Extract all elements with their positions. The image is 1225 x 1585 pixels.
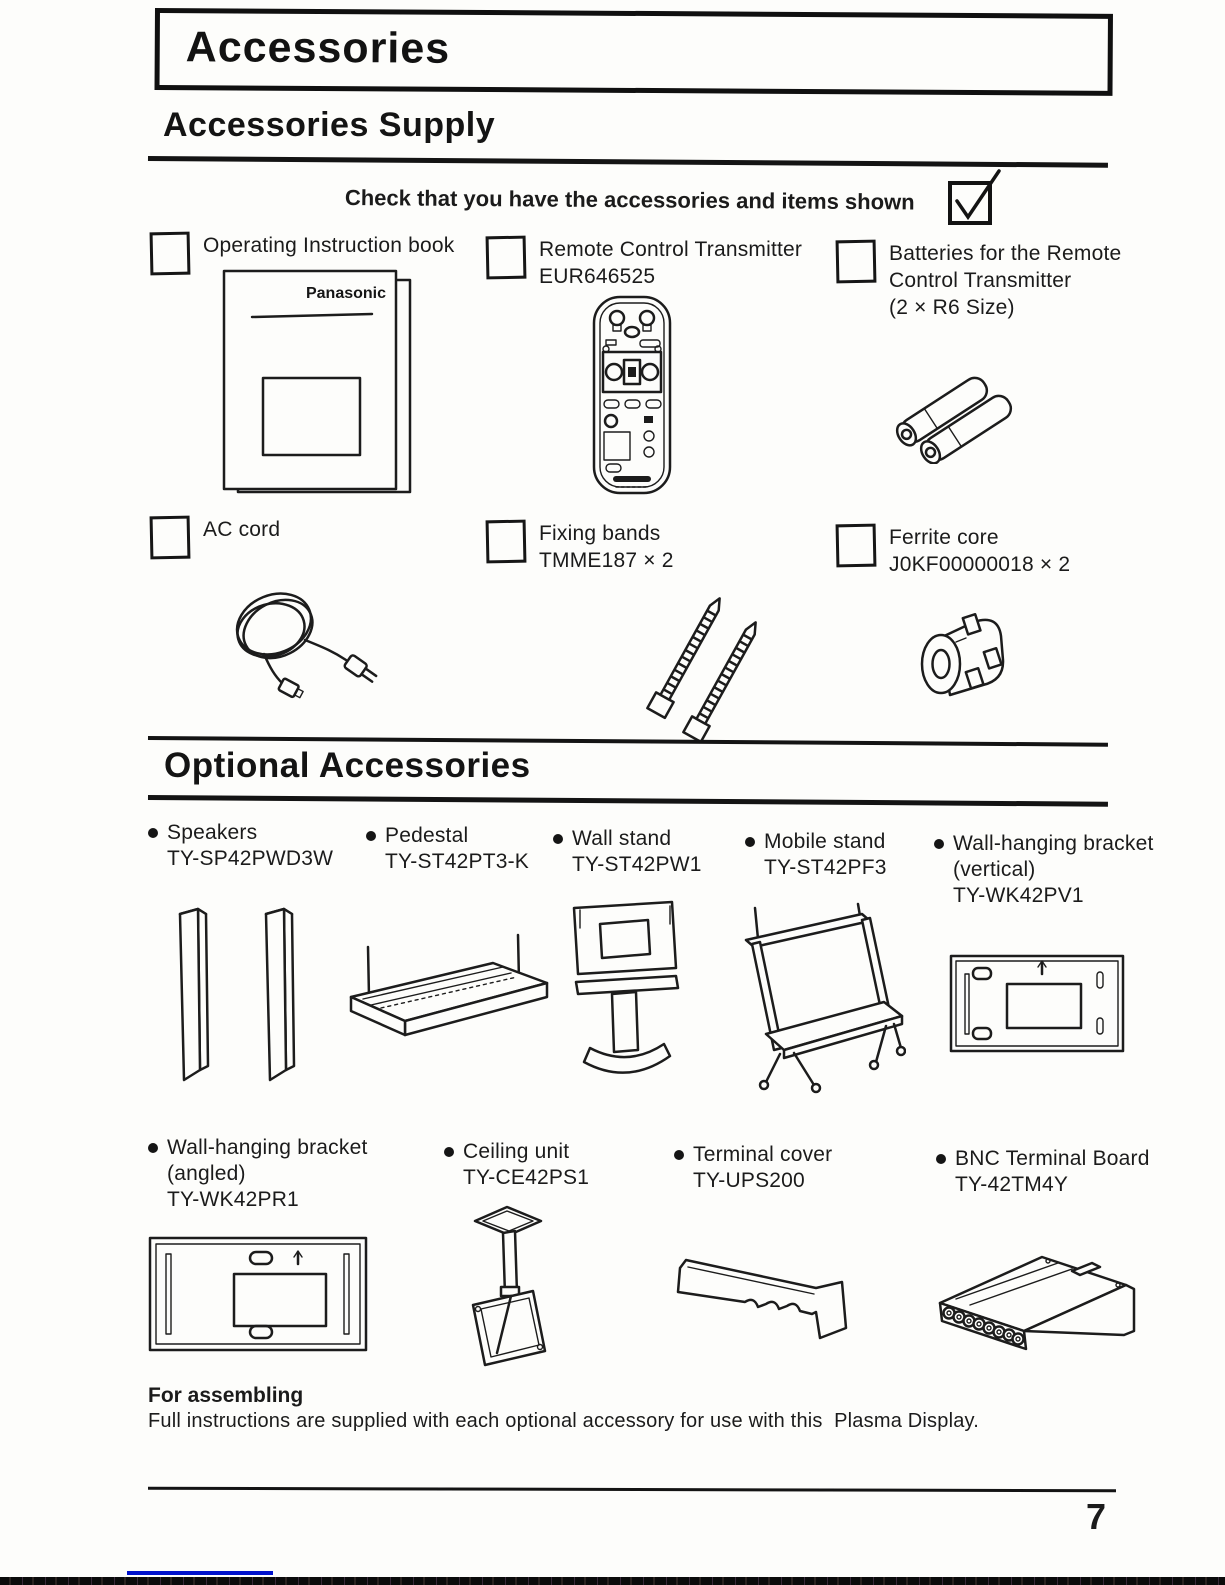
item-label: Wall-hanging bracket [167,1136,368,1159]
terminal-cover-image [668,1252,858,1352]
item-label: Terminal cover [693,1143,833,1166]
item-model: EUR646525 [539,265,656,288]
optional-item-pedestal [366,823,529,875]
optional-item-ceiling-unit [444,1139,589,1191]
item-label: Wall-hanging bracket [953,832,1154,855]
item-label: AC cord [203,518,281,541]
optional-heading-rule [148,795,1108,807]
mobile-stand-image [736,902,906,1094]
item-model: TY-WK42PV1 [953,884,1084,907]
ac-cord-image [222,578,397,706]
item-label: Wall stand [572,827,672,850]
bullet-icon [674,1150,684,1160]
item-label: Remote Control Transmitter [539,238,803,261]
optional-item-bnc-terminal-board [936,1146,1150,1198]
bullet-icon [444,1147,454,1157]
item-label: BNC Terminal Board [955,1147,1150,1170]
supply-item-batteries [836,240,1121,321]
item-label: Batteries for the Remote [889,242,1122,265]
book-brand-label: Panasonic [305,285,386,302]
ferrite-core-checkbox [836,524,877,568]
footer-rule [148,1487,1116,1493]
supply-item-ac-cord [150,516,280,559]
checked-checkbox-icon [943,165,1005,229]
bullet-icon [745,837,755,847]
item-label: Fixing bands [539,522,661,545]
item-model: TY-42TM4Y [955,1173,1069,1196]
ceiling-unit-image [445,1203,570,1371]
item-label: Ferrite core [889,526,999,549]
remote-control-image [588,294,678,496]
item-model: TY-UPS200 [693,1169,805,1192]
item-label: Speakers [167,821,258,844]
bullet-icon [934,839,944,849]
check-instruction: Check that you have the accessories and items shown [344,185,915,215]
optional-item-mobile-stand [745,829,887,881]
item-label: Ceiling unit [463,1140,570,1163]
bnc-terminal-board-image [922,1243,1137,1368]
ac-cord-checkbox [150,516,191,560]
ferrite-core-image [910,600,1012,708]
optional-item-speakers [148,820,333,872]
operating-instruction-book-image [210,266,455,498]
scan-artifact-blue-line [127,1571,273,1575]
bullet-icon [553,834,563,844]
bullet-icon [936,1154,946,1164]
wall-stand-image [560,898,695,1088]
page-number: 7 [1086,1496,1107,1537]
bullet-icon [148,828,158,838]
item-model: J0KF00000018 × 2 [889,553,1071,576]
supply-heading: Accessories Supply [163,106,496,144]
optional-heading: Optional Accessories [164,746,531,785]
item-label: Pedestal [385,824,469,847]
wall-bracket-vertical-image [945,948,1130,1060]
supply-item-fixing-bands [486,520,674,574]
operating-instruction-book-checkbox [150,232,191,276]
optional-item-terminal-cover [674,1142,832,1194]
item-variant: (angled) [167,1162,246,1185]
item-model: TY-CE42PS1 [463,1166,590,1189]
pedestal-image [335,905,560,1045]
supply-item-remote-control [486,236,802,290]
optional-item-wall-bracket-vertical [934,831,1154,909]
item-model: TY-WK42PR1 [167,1188,299,1211]
item-label: Operating Instruction book [203,234,455,257]
supply-item-ferrite-core [836,524,1070,578]
fixing-bands-checkbox [486,520,527,564]
page-title: Accessories [185,23,451,73]
item-model: TY-SP42PWD3W [167,847,334,870]
item-model: TMME187 × 2 [539,549,674,572]
item-label: Mobile stand [764,830,886,853]
bullet-icon [148,1143,158,1153]
item-model: TY-ST42PF3 [764,856,887,879]
item-variant: (vertical) [953,858,1036,881]
fixing-bands-image [640,578,768,746]
batteries-checkbox [836,240,877,284]
item-spec: (2 × R6 Size) [889,296,1015,319]
bullet-icon [366,831,376,841]
remote-control-checkbox [486,236,527,280]
assembling-note: Full instructions are supplied with each optional accessory for use with this Plasma Display. [148,1410,980,1432]
speakers-image [168,902,308,1087]
assembling-title: For assembling [148,1384,304,1407]
item-model: TY-ST42PT3-K [385,850,530,873]
item-model: TY-ST42PW1 [572,853,702,876]
scan-artifact-bottom-edge [0,1577,1225,1585]
optional-item-wall-stand [553,826,702,878]
item-label: Control Transmitter [889,269,1072,292]
optional-item-wall-bracket-angled [148,1135,368,1213]
title-banner [154,8,1112,96]
wall-bracket-angled-image [146,1230,374,1362]
batteries-image [886,356,1021,464]
